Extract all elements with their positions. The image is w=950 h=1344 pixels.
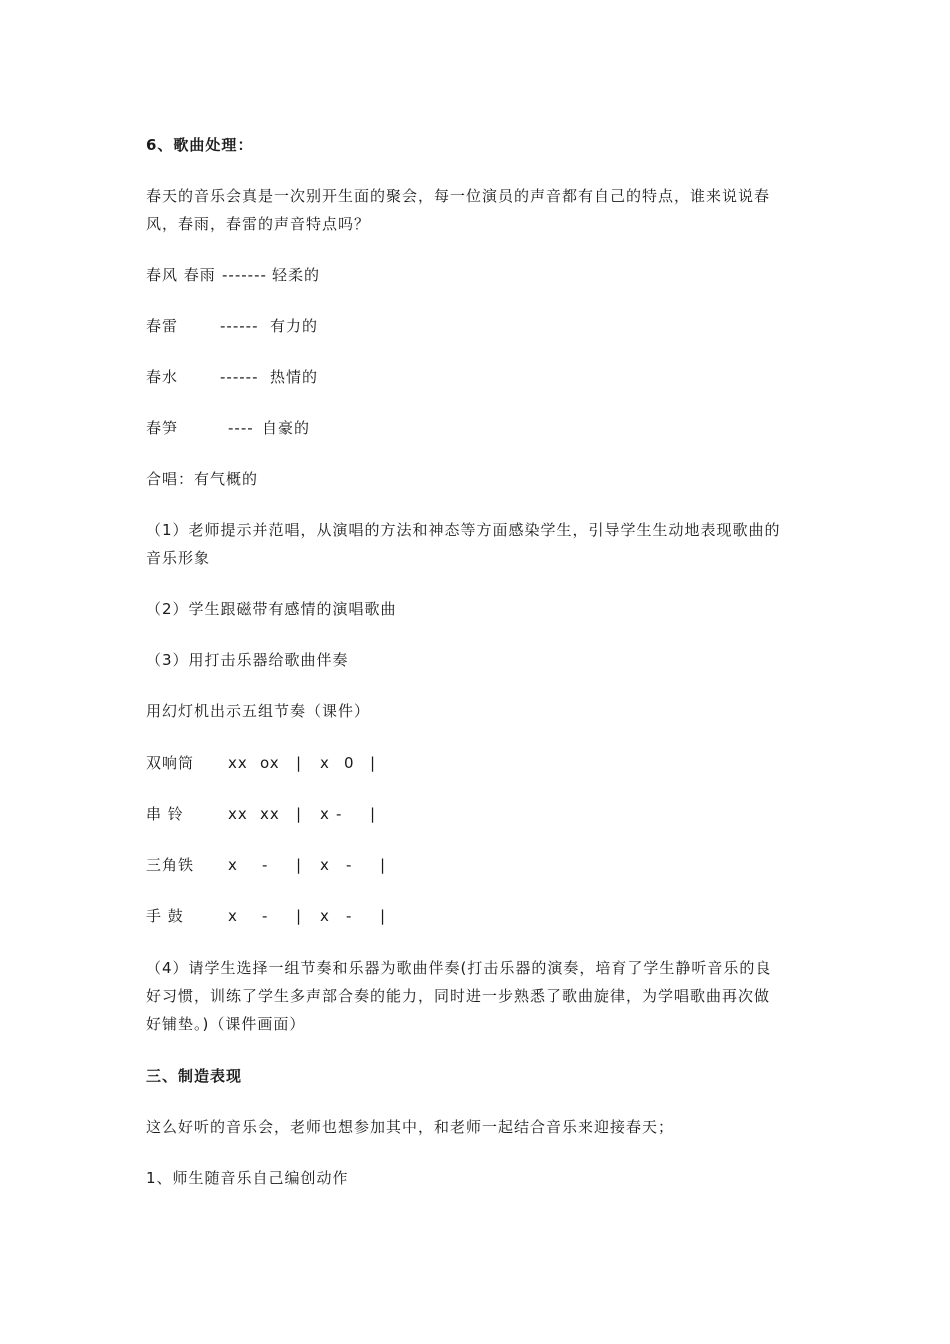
bar-line: | [296,856,303,874]
sound-dashes: ------- [222,266,267,284]
bar-line: | [296,805,303,823]
slide-line: 用幻灯机出示五组节奏（课件） [146,702,371,720]
rhythm-note: - [346,856,353,874]
step-line: （2）学生跟磁带有感情的演唱歌曲 [146,600,397,618]
rhythm-note: x [320,856,330,874]
sound-desc: 自豪的 [262,419,311,437]
rhythm-note: - [262,856,269,874]
chorus-line: 合唱：有气概的 [146,470,259,488]
step-paragraph-line: （1）老师提示并范唱，从演唱的方法和神态等方面感染学生，引导学生生动地表现歌曲的 [146,521,781,539]
section-intro: 这么好听的音乐会，老师也想参加其中，和老师一起结合音乐来迎接春天； [146,1118,675,1136]
rhythm-note: xx [228,805,248,823]
sound-name: 春水 [146,368,179,386]
rhythm-note: x [320,805,330,823]
rhythm-note: - [262,907,269,925]
rhythm-note: - [346,907,353,925]
bar-line: | [370,805,377,823]
instrument-name: 串 铃 [146,805,184,823]
step-line: （3）用打击乐器给歌曲伴奏 [146,651,349,669]
rhythm-note: xx [228,754,248,772]
section-heading: 6、歌曲处理： [146,136,254,154]
step-paragraph-line: 好习惯，训练了学生多声部合奏的能力，同时进一步熟悉了歌曲旋律，为学唱歌曲再次做 [146,987,771,1005]
rhythm-note: - [336,805,343,823]
rhythm-note: x [228,907,238,925]
rhythm-note: 0 [344,754,355,772]
sound-desc: 热情的 [270,368,319,386]
step-paragraph-line: 音乐形象 [146,549,211,567]
bar-line: | [380,856,387,874]
instrument-name: 手 鼓 [146,907,184,925]
list-item: 1、师生随音乐自己编创动作 [146,1169,349,1187]
bar-line: | [296,907,303,925]
bar-line: | [296,754,303,772]
sound-desc: 轻柔的 [272,266,321,284]
section-heading: 三、制造表现 [146,1067,243,1085]
sound-name: 春笋 [146,419,179,437]
sound-dashes: ------ [220,317,259,335]
sound-name: 春风 春雨 [146,266,216,284]
bar-line: | [380,907,387,925]
sound-name: 春雷 [146,317,179,335]
instrument-name: 双响筒 [146,754,195,772]
intro-paragraph-line: 风，春雨，春雷的声音特点吗？ [146,215,371,233]
rhythm-note: xx [260,805,280,823]
sound-dashes: ------ [220,368,259,386]
instrument-name: 三角铁 [146,856,195,874]
sound-desc: 有力的 [270,317,319,335]
rhythm-note: x [320,754,330,772]
bar-line: | [370,754,377,772]
rhythm-note: x [320,907,330,925]
step-paragraph-line: 好铺垫。)（课件画面） [146,1015,306,1033]
sound-dashes: ---- [228,419,254,437]
step-paragraph-line: （4）请学生选择一组节奏和乐器为歌曲伴奏(打击乐器的演奏，培育了学生静听音乐的良 [146,959,772,977]
rhythm-note: x [228,856,238,874]
rhythm-note: ox [260,754,280,772]
intro-paragraph-line: 春天的音乐会真是一次别开生面的聚会，每一位演员的声音都有自己的特点，谁来说说春 [146,187,771,205]
